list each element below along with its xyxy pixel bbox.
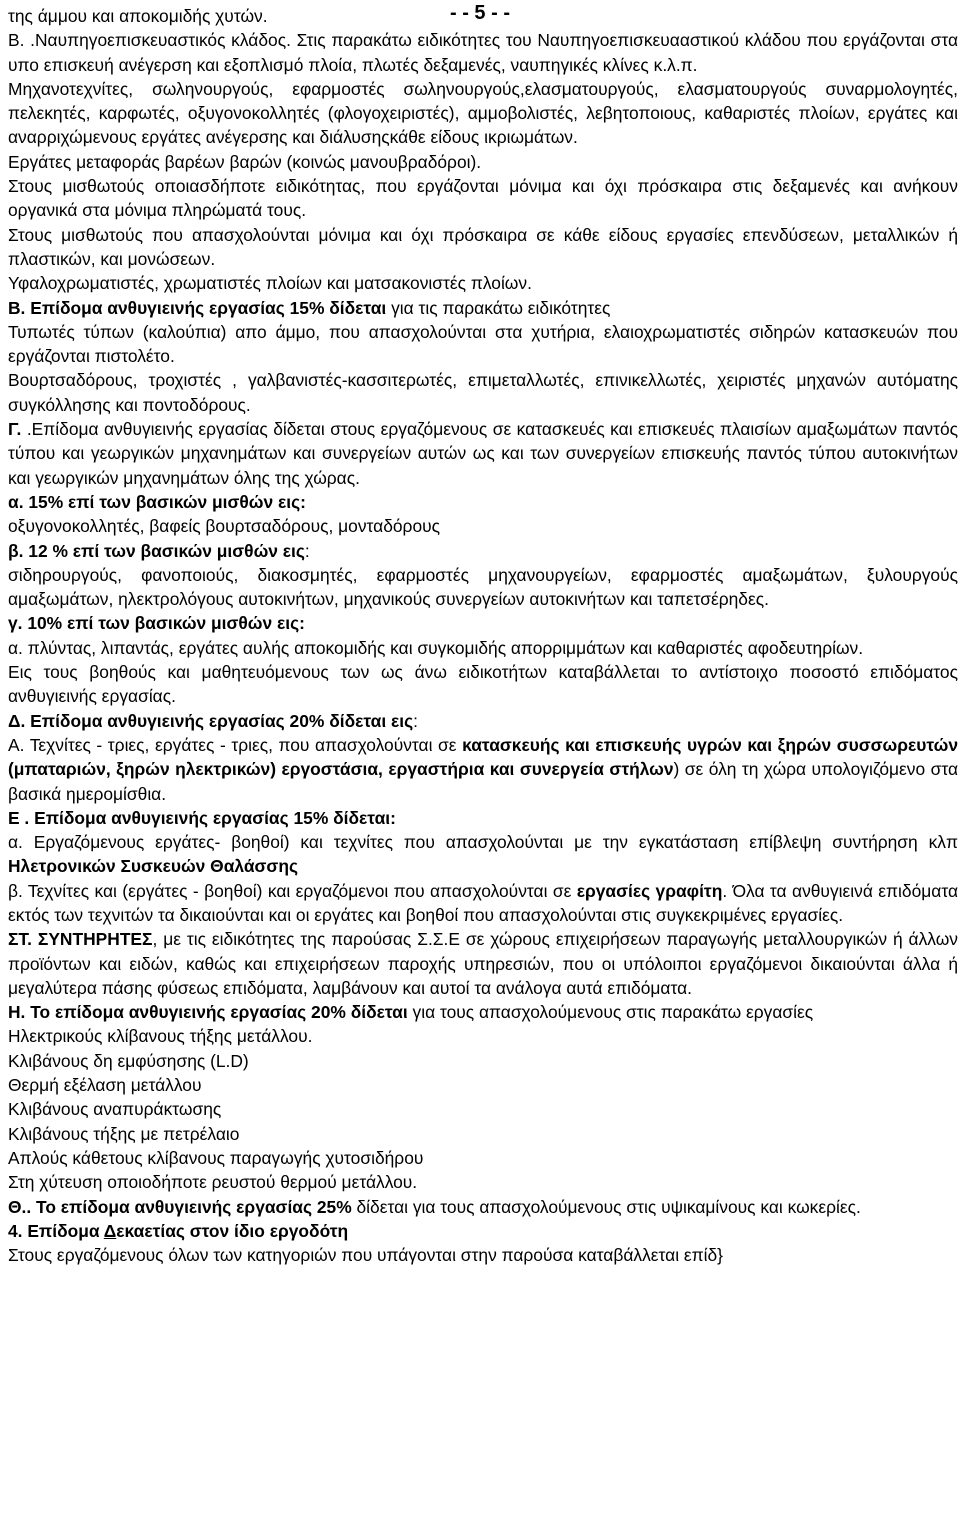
paragraph [8, 4, 958, 28]
bold-text: εργασίες γραφίτη [576, 880, 723, 901]
bold-text: εκαετίας στον ίδιο εργοδότη [116, 1220, 349, 1241]
text: για τους απασχολούμενους στις παρακάτω εργασίες [407, 1002, 814, 1023]
paragraph [8, 28, 958, 77]
text: Στους μισθωτούς οποιασδήποτε ειδικότητας, που εργάζονται μόνιμα και όχι πρόσκαιρα στις δεξαμενές και ανήκουν οργανικά στα μόνιμα πληρώματά τους. [8, 176, 958, 221]
paragraph [8, 611, 958, 635]
paragraph [8, 830, 958, 879]
bold-text: Ηλετρονικών Συσκευών Θαλάσσης [8, 856, 298, 877]
text: Στους μισθωτούς που απασχολούνται μόνιμα και όχι πρόσκαιρα σε κάθε είδους εργασίες επενδύσεων, μεταλλικών ή πλαστικών, και μονώσεων. [8, 224, 958, 269]
bold-text: Δ. Επίδομα ανθυγιεινής εργασίας 20% δίδεται εις [8, 710, 414, 731]
text: Στους εργαζόμενους όλων των κατηγοριών που υπάγονται στην παρούσα καταβάλλεται επίδ} [8, 1245, 723, 1266]
paragraph [8, 1195, 958, 1219]
text: α. πλύντας, λιπαντάς, εργάτες αυλής αποκομιδής και συγκομιδής απορριμμάτων και καθαριστές αφοδευτηρίων. [8, 637, 864, 658]
bold-text: 4. Επίδομα [8, 1220, 104, 1241]
text: Κλιβάνους τήξης με πετρέλαιο [8, 1123, 240, 1144]
paragraph [8, 1000, 958, 1024]
text: Μηχανοτεχνίτες, σωληνουργούς, εφαρμοστές σωληνουργούς,ελασματουργούς, ελασματουργούς συναρμολογητές, πελεκητές, καρφωτές, οξυγονοκολλητές (φλογοχειριστές), αμμοβολιστές, λεβητοποιους, καθαριστές πλοίων, εργάτες και αναρριχώμενους εργάτες ανέγερσης και διάλυσηςκάθε είδους ικριωμάτων. [8, 78, 958, 148]
bold-text: ΣΤ. ΣΥΝΤΗΡΗΤΕΣ [8, 929, 153, 950]
paragraph [8, 320, 958, 369]
text: για τις παρακάτω ειδικότητες [386, 297, 611, 318]
text: ) σε όλη τη χώρα υπολογιζόμενο στα βασικά ημερομίσθια. [8, 759, 959, 804]
text: Κλιβάνους αναπυράκτωσης [8, 1099, 222, 1120]
text: Β. .Ναυπηγοεπισκευαστικός κλάδος. Στις παρακάτω ειδικότητες του Ναυπηγοεπισκευααστικού κλάδου που εργάζονται στα υπο επισκευή ανέγερση και εξοπλισμό πλοία, πλωτές δεξαμενές, ναυπηγικές κλίνες κ.λ.π. [8, 30, 958, 75]
text: Κλιβάνους δη εμφύσησης (L.D) [8, 1050, 249, 1071]
paragraph [8, 1146, 958, 1170]
paragraph [8, 1049, 958, 1073]
text: Τυπωτές τύπων (καλούπια) απο άμμο, που απασχολούνται στα χυτήρια, ελαιοχρωματιστές σιδηρών κατασκευών που εργάζονται πιστολέτο. [8, 321, 958, 367]
text: : [304, 540, 310, 561]
paragraph [8, 709, 958, 733]
paragraph [8, 223, 958, 272]
paragraph [8, 77, 958, 150]
text: Βουρτσαδόρους, τροχιστές , γαλβανιστές-κασσιτερωτές, επιμεταλλωτές, επινικελλωτές, χειριστές μηχανών αυτόματης συγκόλλησης και ποντοδόρους. [8, 370, 958, 415]
paragraph [8, 1073, 958, 1097]
bold-text: Θ.. Το επίδομα ανθυγιεινής εργασίας 25% [8, 1196, 352, 1217]
paragraph [8, 174, 958, 223]
bold-text: κατασκευής και επισκευής υγρών και ξηρών συσσωρευτών (μπαταριών, ξηρών ηλεκτρικών) εργοστάσια, εργαστήρια και συνεργεία στήλων [8, 734, 959, 780]
paragraph [8, 1243, 958, 1267]
paragraph [8, 927, 958, 1000]
bold-text: Ε . Επίδομα ανθυγιεινής εργασίας 15% δίδεται: [8, 807, 396, 828]
paragraph [8, 150, 958, 174]
paragraph [8, 490, 958, 514]
text: Εις τους βοηθούς και μαθητευόμενους των ως άνω ειδικοτήτων καταβάλλεται το αντίστοιχο ποσοστό επιδόματος ανθυγιεινής εργασίας. [8, 662, 958, 707]
text: σιδηρουργούς, φανοποιούς, διακοσμητές, εφαρμοστές μηχανουργείων, εφαρμοστές αμαξωμάτων, ξυλουργούς αμαξωμάτων, ηλεκτρολόγους αυτοκινήτων, μηχανικούς συνεργείων αυτοκινήτων και ταπετσέρηδες. [8, 564, 958, 610]
paragraph [8, 1219, 958, 1243]
text: Υφαλοχρωματιστές, χρωματιστές πλοίων και ματσακονιστές πλοίων. [8, 273, 532, 294]
text: Θερμή εξέλαση μετάλλου [8, 1075, 202, 1096]
bold-text: Γ. [8, 419, 22, 440]
paragraph [8, 271, 958, 295]
paragraph [8, 733, 958, 806]
bold-text: Β. Επίδομα ανθυγιεινής εργασίας 15% δίδεται [8, 297, 387, 318]
bold-text: Δ [103, 1220, 117, 1241]
text: οξυγονοκολλητές, βαφείς βουρτσαδόρους, μονταδόρους [8, 516, 441, 537]
text: Απλούς κάθετους κλίβανους παραγωγής χυτοσιδήρου [8, 1147, 424, 1168]
paragraph [8, 296, 958, 320]
paragraph [8, 368, 958, 417]
paragraph [8, 636, 958, 660]
paragraph [8, 563, 958, 612]
bold-text: β. 12 % επί των βασικών μισθών εις [8, 540, 305, 561]
text: , με τις ειδικότητες της παρούσας Σ.Σ.Ε σε χώρους επιχειρήσεων παραγωγής μεταλλουργικών ή άλλων προϊόντων και ειδών, καθώς και επιχειρήσεων παροχής υπηρεσιών, που οι υπόλοιποι εργαζόμενοι δικαιούνται άλλα ή μεγαλύτερα πάσης φύσεως επιδόματα, λαμβάνουν και αυτοί τα ανάλογα αυτά επιδόματα. [8, 929, 958, 998]
text: Εργάτες μεταφοράς βαρέων βαρών (κοινώς μανουβραδόροι). [8, 151, 482, 172]
bold-text: α. 15% επί των βασικών μισθών εις: [8, 491, 306, 512]
text: δίδεται για τους απασχολούμενους στις υψικαμίνους και κωκερίες. [351, 1196, 861, 1217]
paragraph [8, 879, 958, 928]
text: Α. Τεχνίτες - τριες, εργάτες - τριες, που απασχολούνται σε [8, 734, 463, 755]
paragraph [8, 660, 958, 709]
text: της άμμου και αποκομιδής χυτών. [8, 6, 268, 26]
paragraph [8, 514, 958, 538]
page-number: - - 5 - - [450, 2, 510, 24]
paragraph [8, 806, 958, 830]
paragraph [8, 1097, 958, 1121]
text: .Επίδομα ανθυγιεινής εργασίας δίδεται στους εργαζόμενους σε κατασκευές και επισκευές πλαισίων αμαξωμάτων παντός τύπου και γεωργικών μηχανημάτων και συνεργείων αυτών ως και των συνεργείων επισκευής παντός τύπου αυτοκινήτων και γεωργικών μηχανημάτων όλης της χώρας. [8, 419, 958, 488]
paragraph [8, 1024, 958, 1048]
text: Ηλεκτρικούς κλίβανους τήξης μετάλλου. [8, 1026, 313, 1047]
paragraph [8, 417, 958, 490]
text: α. Εργαζόμενους εργάτες- βοηθοί) και τεχνίτες που απασχολούνται με την εγκατάσταση επίβλεψη συντήρηση κλπ [8, 832, 958, 853]
text: Στη χύτευση οποιοδήποτε ρευστού θερμού μετάλλου. [8, 1172, 418, 1193]
paragraph [8, 1170, 958, 1194]
text: : [413, 710, 418, 731]
text: . Όλα τα ανθυγιεινά επιδόματα εκτός των τεχνιτών τα δικαιούνται και οι εργάτες και βοηθοί που απασχολούνται στις συγκεκριμένες εργασίες. [8, 880, 958, 925]
document-body [8, 4, 958, 1267]
bold-text: γ. 10% επί των βασικών μισθών εις: [8, 613, 305, 634]
text: β. Τεχνίτες και (εργάτες - βοηθοί) και εργαζόμενοι που απασχολούνται σε [8, 880, 577, 901]
bold-text: Η. Το επίδομα ανθυγιεινής εργασίας 20% δίδεται [8, 1002, 408, 1023]
paragraph [8, 1122, 958, 1146]
paragraph [8, 539, 958, 563]
